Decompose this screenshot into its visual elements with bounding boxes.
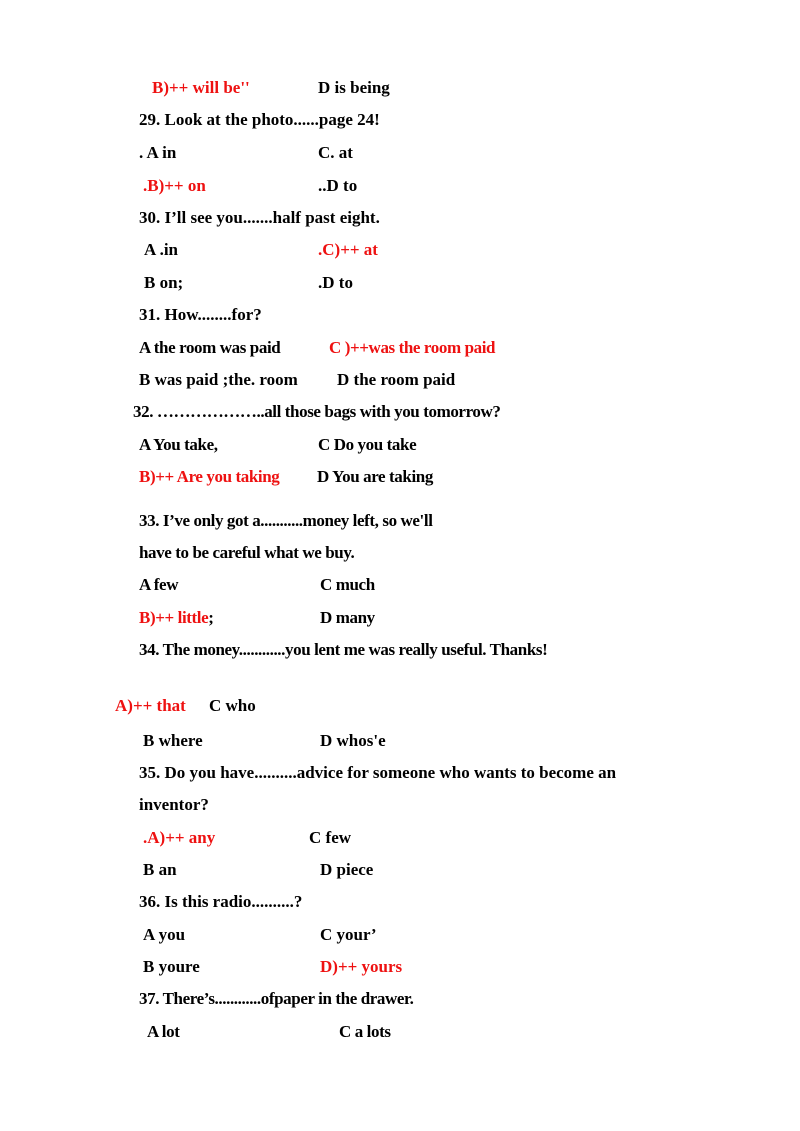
q30-option-b: B on; bbox=[144, 273, 184, 292]
q33-question-line-2: have to be careful what we buy. bbox=[139, 543, 355, 562]
q28-option-b-answer: B)++ will be'' bbox=[152, 78, 250, 97]
q34-option-d: D whos'e bbox=[320, 731, 386, 750]
q31-option-b: B was paid ;the. room bbox=[139, 370, 298, 389]
q29-option-d: ..D to bbox=[318, 176, 358, 195]
q30-option-a: A .in bbox=[144, 240, 179, 259]
q33-option-a: A few bbox=[139, 575, 179, 594]
q33-option-b-answer: B)++ little bbox=[139, 608, 209, 627]
q29-option-a: . A in bbox=[139, 143, 177, 162]
q36-option-d-answer: D)++ yours bbox=[320, 957, 403, 976]
q33-question-line-1: 33. I’ve only got a...........money left, so we'll bbox=[139, 511, 433, 530]
q34-option-c: C who bbox=[209, 696, 256, 715]
q33-option-d: D many bbox=[320, 608, 375, 627]
q36-option-b: B youre bbox=[143, 957, 200, 976]
q29-question: 29. Look at the photo......page 24! bbox=[139, 110, 380, 129]
q35-option-d: D piece bbox=[320, 860, 374, 879]
q30-option-c-answer: .C)++ at bbox=[318, 240, 378, 259]
q32-option-a: A You take, bbox=[139, 435, 218, 454]
q36-option-a: A you bbox=[143, 925, 186, 944]
q29-option-b-answer: .B)++ on bbox=[143, 176, 206, 195]
q32-option-d: D You are taking bbox=[317, 467, 433, 486]
q31-question: 31. How........for? bbox=[139, 305, 262, 324]
q33-option-b-line bbox=[139, 609, 214, 626]
q34-option-b: B where bbox=[143, 731, 203, 750]
q32-option-c: C Do you take bbox=[318, 435, 417, 454]
q37-option-a: A lot bbox=[147, 1022, 180, 1041]
q32-question: 32. ………………..all those bags with you tomorrow? bbox=[133, 402, 501, 421]
q30-option-d: .D to bbox=[318, 273, 353, 292]
q36-option-c: C your’ bbox=[320, 925, 377, 944]
q33-option-b-semicolon: ; bbox=[208, 608, 214, 627]
q31-option-a: A the room was paid bbox=[139, 338, 281, 357]
q35-question-line-2: inventor? bbox=[139, 795, 209, 814]
q37-question: 37. There’s............ofpaper in the drawer. bbox=[139, 989, 414, 1008]
q32-option-b-answer: B)++ Are you taking bbox=[139, 467, 280, 486]
q35-option-a-answer: .A)++ any bbox=[143, 828, 216, 847]
q30-question: 30. I’ll see you.......half past eight. bbox=[139, 208, 380, 227]
q35-option-c: C few bbox=[309, 828, 352, 847]
q34-question: 34. The money............you lent me was really useful. Thanks! bbox=[139, 640, 548, 659]
q31-option-c-answer: C )++was the room paid bbox=[329, 338, 496, 357]
q34-option-a-answer: A)++ that bbox=[115, 696, 186, 715]
q33-option-c: C much bbox=[320, 575, 375, 594]
q35-option-b: B an bbox=[143, 860, 177, 879]
q35-question-line-1: 35. Do you have..........advice for someone who wants to become an bbox=[139, 763, 617, 782]
q37-option-c: C a lots bbox=[339, 1022, 391, 1041]
q31-option-d: D the room paid bbox=[337, 370, 456, 389]
q36-question: 36. Is this radio..........? bbox=[139, 892, 303, 911]
q28-option-d: D is being bbox=[318, 78, 390, 97]
q29-option-c: C. at bbox=[318, 143, 353, 162]
